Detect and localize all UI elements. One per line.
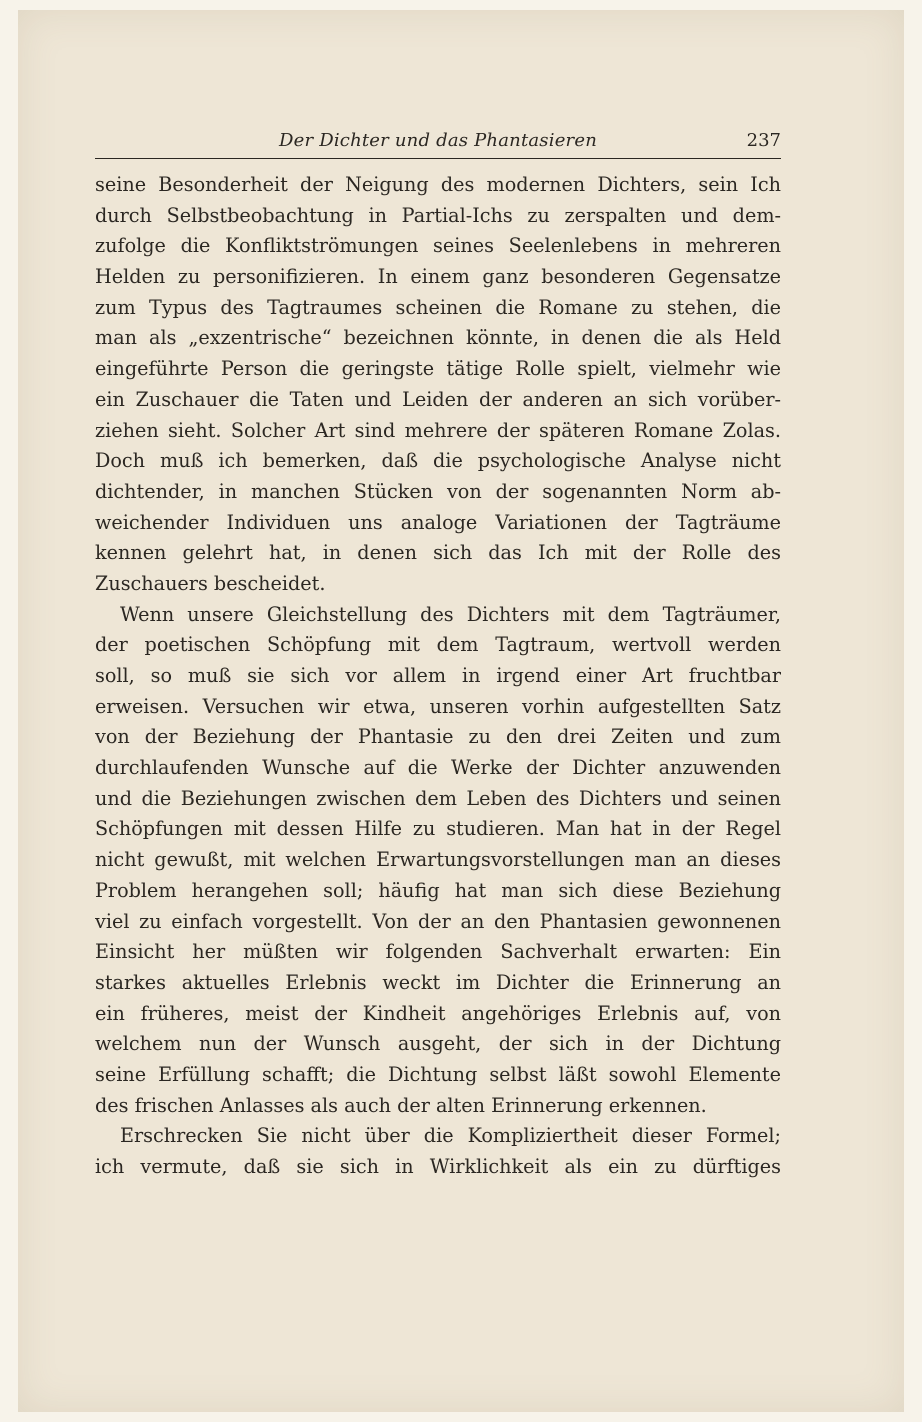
text-line: Problem herangehen soll; häufig hat man sich diese Beziehung [95,878,781,902]
body-text [95,170,781,1183]
text-line: ich vermute, daß sie sich in Wirklichkeit als ein zu dürftiges [95,1155,781,1178]
text-line: Schöpfungen mit dessen Hilfe zu studieren. Man hat in der Regel [95,817,781,841]
book-page [18,10,904,1412]
paragraph-end-line: des frischen Anlasses als auch der alten Erinnerung erkennen. [95,1093,707,1117]
text-line: man als „exzentrische“ bezeichnen könnte, in denen die als Held [95,326,781,350]
text-line: durch Selbstbeobachtung in Partial-Ichs zu zerspalten und dem- [95,203,781,227]
paragraph-start-line: Erschrecken Sie nicht über die Kompliziertheit dieser Formel; [120,1124,781,1148]
text-line: und die Beziehungen zwischen dem Leben des Dichters und seinen [95,786,781,810]
paragraph-end-line: Zuschauers bescheidet. [95,571,326,595]
text-line: ein Zuschauer die Taten und Leiden der anderen an sich vorüber- [95,387,781,411]
text-line: dichtender, in manchen Stücken von der sogenannten Norm ab- [95,479,781,503]
text-line: Helden zu personifizieren. In einem ganz besonderen Gegensatze [95,265,781,289]
text-line: seine Besonderheit der Neigung des modernen Dichters, sein Ich [95,173,781,196]
text-line: kennen gelehrt hat, in denen sich das Ich mit der Rolle des [95,541,781,565]
text-line: ziehen sieht. Solcher Art sind mehrere der späteren Romane Zolas. [95,418,781,442]
text-line: ein früheres, meist der Kindheit angehöriges Erlebnis auf, von [95,1001,781,1025]
text-line: nicht gewußt, mit welchen Erwartungsvorstellungen man an dieses [95,848,781,872]
text-line: zum Typus des Tagtraumes scheinen die Romane zu stehen, die [95,295,781,319]
text-line: durchlaufenden Wunsche auf die Werke der Dichter anzuwenden [95,756,781,780]
text-line: der poetischen Schöpfung mit dem Tagtraum, wertvoll werden [95,633,781,657]
text-line: zufolge die Konfliktströmungen seines Seelenlebens in mehreren [95,234,781,258]
page-header [95,130,781,159]
page-number: 237 [746,130,781,151]
text-line: von der Beziehung der Phantasie zu den drei Zeiten und zum [95,725,781,749]
text-line: viel zu einfach vorgestellt. Von der an den Phantasien gewonnenen [95,909,781,933]
text-line: erweisen. Versuchen wir etwa, unseren vorhin aufgestellten Satz [95,694,781,718]
text-line: Einsicht her müßten wir folgenden Sachverhalt erwarten: Ein [95,940,781,964]
running-title: Der Dichter und das Phantasieren [278,130,598,151]
text-line: welchem nun der Wunsch ausgeht, der sich in der Dichtung [95,1032,781,1056]
text-line: weichender Individuen uns analoge Variationen der Tagträume [95,510,781,534]
paragraph-start-line: Wenn unsere Gleichstellung des Dichters mit dem Tagträumer, [120,602,781,626]
text-line: Doch muß ich bemerken, daß die psychologische Analyse nicht [95,449,781,473]
text-line: soll, so muß sie sich vor allem in irgend einer Art fruchtbar [95,664,781,687]
text-line: eingeführte Person die geringste tätige Rolle spielt, vielmehr wie [95,357,781,381]
text-line: seine Erfüllung schafft; die Dichtung selbst läßt sowohl Elemente [95,1062,781,1086]
text-line: starkes aktuelles Erlebnis weckt im Dichter die Erinnerung an [95,970,781,994]
